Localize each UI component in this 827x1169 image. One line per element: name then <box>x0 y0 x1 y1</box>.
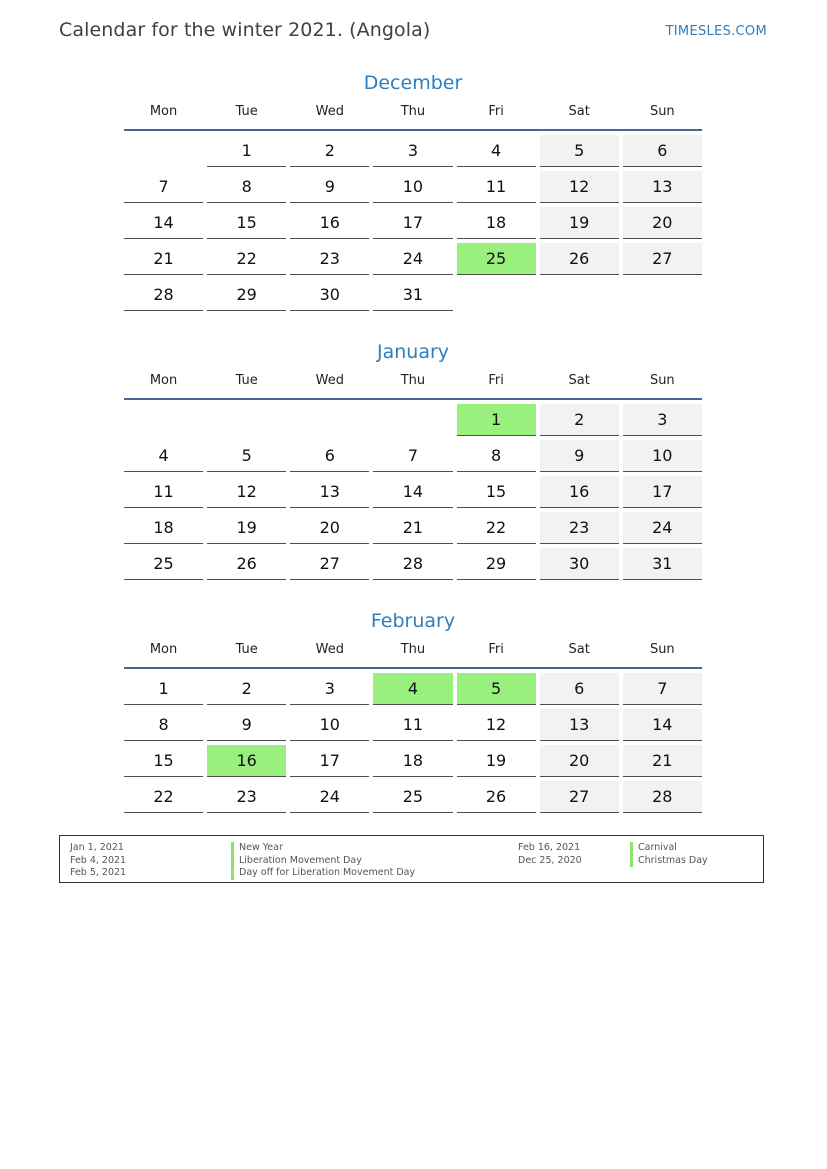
weekday-label: Tue <box>235 373 258 388</box>
day-cell: 24 <box>290 781 369 813</box>
day-cell: 20 <box>623 207 702 239</box>
day-cell: 12 <box>207 476 286 508</box>
day-cell: 13 <box>290 476 369 508</box>
empty-cell <box>373 404 452 435</box>
day-cell: 25 <box>373 781 452 813</box>
day-cell: 8 <box>457 440 536 472</box>
day-cell: 12 <box>540 171 619 203</box>
day-cell: 11 <box>373 709 452 741</box>
day-cell: 18 <box>457 207 536 239</box>
legend-date: Dec 25, 2020 <box>518 854 582 866</box>
day-cell: 31 <box>623 548 702 580</box>
day-cell: 13 <box>623 171 702 203</box>
day-cell: 23 <box>540 512 619 544</box>
weekday-header <box>122 97 704 129</box>
day-cell: 3 <box>290 673 369 705</box>
legend-date: Feb 4, 2021 <box>70 854 127 866</box>
legend-holiday-name: New Year <box>239 842 283 853</box>
day-cell: 3 <box>373 135 452 167</box>
weekday-label: Mon <box>149 642 178 657</box>
day-cell: 18 <box>373 745 452 777</box>
month-title: February <box>370 610 456 632</box>
day-cell: 20 <box>540 745 619 777</box>
day-cell: 24 <box>373 243 452 275</box>
day-cell: 7 <box>623 673 702 705</box>
day-cell: 1 <box>124 673 203 705</box>
day-cell: 23 <box>207 781 286 813</box>
weekday-label: Sat <box>568 104 590 119</box>
day-cell: 26 <box>457 781 536 813</box>
day-cell: 9 <box>207 709 286 741</box>
holiday-day-cell: 25 <box>457 243 536 275</box>
weekday-label: Fri <box>488 104 504 119</box>
weekday-label: Wed <box>315 642 344 657</box>
day-cell: 4 <box>457 135 536 167</box>
month-december <box>122 69 704 311</box>
weekday-label: Sun <box>649 642 675 657</box>
day-cell: 10 <box>290 709 369 741</box>
day-cell: 16 <box>540 476 619 508</box>
day-cell: 2 <box>290 135 369 167</box>
day-cell: 29 <box>457 548 536 580</box>
month-january <box>122 338 704 580</box>
day-cell: 17 <box>623 476 702 508</box>
day-cell: 25 <box>124 548 203 580</box>
weekday-label: Mon <box>149 373 178 388</box>
weekday-header <box>122 366 704 398</box>
day-cell: 21 <box>124 243 203 275</box>
day-grid <box>122 400 704 580</box>
weekday-label: Thu <box>400 642 426 657</box>
day-cell: 28 <box>124 279 203 311</box>
day-cell: 19 <box>457 745 536 777</box>
weekday-label: Fri <box>488 642 504 657</box>
day-cell: 21 <box>373 512 452 544</box>
day-cell: 28 <box>623 781 702 813</box>
month-february <box>122 607 704 813</box>
day-cell: 6 <box>290 440 369 472</box>
day-cell: 7 <box>373 440 452 472</box>
day-cell: 30 <box>290 279 369 311</box>
legend-holiday-name: Liberation Movement Day <box>239 854 362 866</box>
day-cell: 24 <box>623 512 702 544</box>
legend-date: Feb 16, 2021 <box>518 842 581 853</box>
day-cell: 19 <box>540 207 619 239</box>
holiday-legend <box>59 835 764 883</box>
day-cell: 15 <box>124 745 203 777</box>
weekday-label: Mon <box>149 104 178 119</box>
legend-date: Jan 1, 2021 <box>70 842 124 853</box>
day-grid <box>122 131 704 311</box>
day-cell: 31 <box>373 279 452 311</box>
day-cell: 3 <box>623 404 702 436</box>
day-cell: 12 <box>457 709 536 741</box>
day-cell: 28 <box>373 548 452 580</box>
day-cell: 1 <box>207 135 286 167</box>
day-cell: 15 <box>457 476 536 508</box>
day-cell: 13 <box>540 709 619 741</box>
day-cell: 11 <box>457 171 536 203</box>
page-title: Calendar for the winter 2021. (Angola) <box>59 19 431 41</box>
day-cell: 2 <box>207 673 286 705</box>
weekday-label: Wed <box>315 104 344 119</box>
day-cell: 5 <box>207 440 286 472</box>
holiday-day-cell: 16 <box>207 745 286 777</box>
day-cell: 11 <box>124 476 203 508</box>
day-cell: 9 <box>540 440 619 472</box>
empty-cell <box>290 404 369 435</box>
day-cell: 14 <box>623 709 702 741</box>
weekday-label: Thu <box>400 373 426 388</box>
day-cell: 23 <box>290 243 369 275</box>
legend-color-bar <box>231 842 234 880</box>
day-cell: 20 <box>290 512 369 544</box>
weekday-label: Sun <box>649 104 675 119</box>
weekday-label: Fri <box>488 373 504 388</box>
day-cell: 26 <box>540 243 619 275</box>
day-cell: 8 <box>207 171 286 203</box>
day-cell: 6 <box>540 673 619 705</box>
day-cell: 2 <box>540 404 619 436</box>
weekday-label: Sat <box>568 642 590 657</box>
day-cell: 7 <box>124 171 203 203</box>
month-title: December <box>363 72 463 94</box>
legend-holiday-name: Carnival <box>638 842 677 853</box>
empty-cell <box>124 404 203 435</box>
day-grid <box>122 669 704 813</box>
day-cell: 8 <box>124 709 203 741</box>
day-cell: 22 <box>457 512 536 544</box>
day-cell: 9 <box>290 171 369 203</box>
day-cell: 27 <box>623 243 702 275</box>
empty-cell <box>124 135 203 166</box>
legend-holiday-name: Christmas Day <box>638 854 708 866</box>
day-cell: 17 <box>290 745 369 777</box>
weekday-header <box>122 635 704 667</box>
weekday-label: Tue <box>235 642 258 657</box>
day-cell: 17 <box>373 207 452 239</box>
day-cell: 29 <box>207 279 286 311</box>
day-cell: 22 <box>207 243 286 275</box>
weekday-label: Sun <box>649 373 675 388</box>
day-cell: 14 <box>124 207 203 239</box>
day-cell: 5 <box>540 135 619 167</box>
holiday-day-cell: 1 <box>457 404 536 436</box>
day-cell: 22 <box>124 781 203 813</box>
day-cell: 30 <box>540 548 619 580</box>
day-cell: 26 <box>207 548 286 580</box>
site-link[interactable]: TIMESLES.COM <box>665 24 767 39</box>
legend-holiday-name: Day off for Liberation Movement Day <box>239 867 416 879</box>
weekday-label: Sat <box>568 373 590 388</box>
month-title: January <box>376 341 450 363</box>
day-cell: 4 <box>124 440 203 472</box>
legend-date: Feb 5, 2021 <box>70 867 127 879</box>
day-cell: 14 <box>373 476 452 508</box>
day-cell: 27 <box>540 781 619 813</box>
day-cell: 6 <box>623 135 702 167</box>
day-cell: 19 <box>207 512 286 544</box>
weekday-label: Tue <box>235 104 258 119</box>
legend-color-bar <box>630 842 633 867</box>
weekday-label: Thu <box>400 104 426 119</box>
holiday-day-cell: 4 <box>373 673 452 705</box>
day-cell: 10 <box>373 171 452 203</box>
day-cell: 27 <box>290 548 369 580</box>
day-cell: 15 <box>207 207 286 239</box>
empty-cell <box>207 404 286 435</box>
weekday-label: Wed <box>315 373 344 388</box>
day-cell: 21 <box>623 745 702 777</box>
day-cell: 18 <box>124 512 203 544</box>
holiday-day-cell: 5 <box>457 673 536 705</box>
day-cell: 10 <box>623 440 702 472</box>
day-cell: 16 <box>290 207 369 239</box>
